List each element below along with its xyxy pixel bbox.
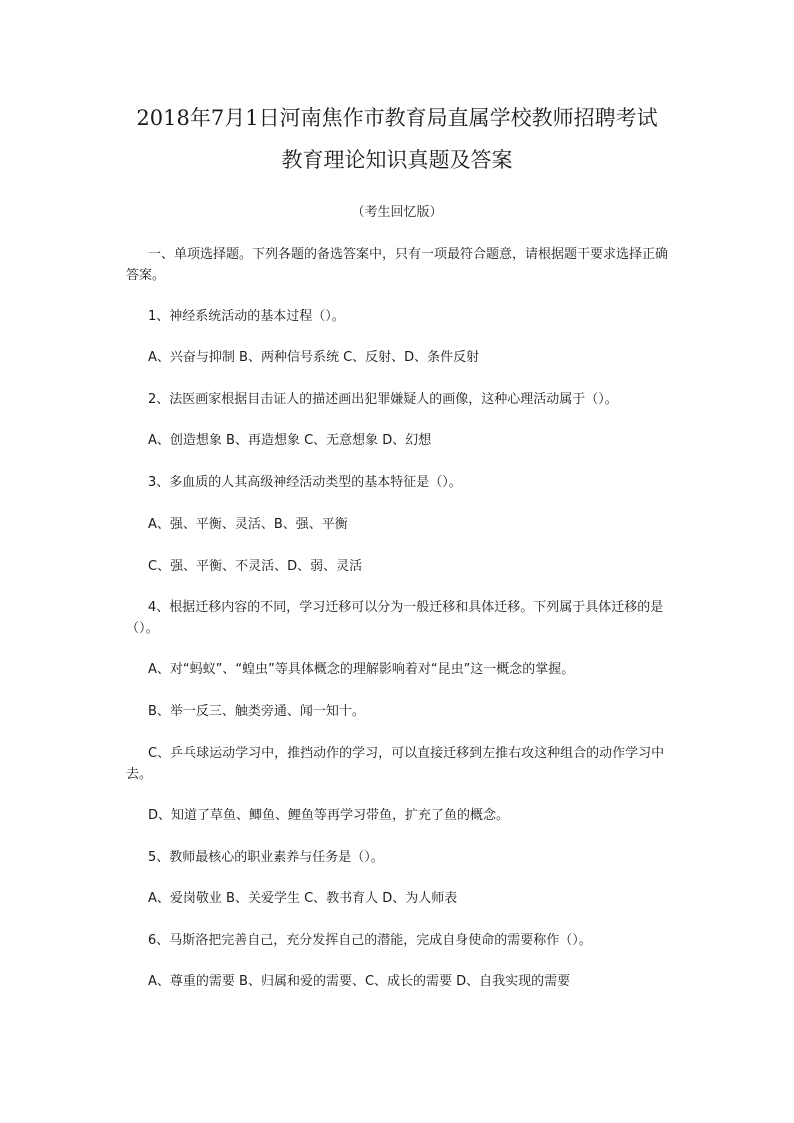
question-3-options-ab: A、强、平衡、灵活、B、强、平衡 (148, 517, 348, 532)
question-5-options: A、爱岗敬业 B、关爱学生 C、教书育人 D、为人师表 (148, 891, 458, 906)
question-5: 5、教师最核心的职业素养与任务是（）。 (148, 850, 384, 865)
question-4: 4、根据迁移内容的不同，学习迁移可以分为一般迁移和具体迁移。下列属于具体迁移的是（）。 (126, 600, 664, 636)
question-2-options: A、创造想象 B、再造想象 C、无意想象 D、幻想 (148, 433, 432, 448)
question-4-option-d: D、知道了草鱼、鲫鱼、鲤鱼等再学习带鱼，扩充了鱼的概念。 (148, 808, 510, 823)
question-3-options-cd: C、强、平衡、不灵活、D、弱、灵活 (148, 559, 363, 574)
question-4-option-b: B、举一反三、触类旁通、闻一知十。 (148, 704, 365, 719)
question-4-option-c: C、乒乓球运动学习中，推挡动作的学习，可以直接迁移到左推右攻这种组合的动作学习中去。 (126, 746, 665, 782)
document-title-line1: 2018年7月1日河南焦作市教育局直属学校教师招聘考试 (136, 106, 658, 130)
question-6-options: A、尊重的需要 B、归属和爱的需要、C、成长的需要 D、自我实现的需要 (148, 974, 571, 989)
section-intro: 一、单项选择题。下列各题的备选答案中，只有一项最符合题意，请根据题干要求选择正确答案。 (126, 247, 669, 283)
document-subtitle: （考生回忆版） (351, 205, 443, 220)
question-6: 6、马斯洛把完善自己，充分发挥自己的潜能，完成自身使命的需要称作（）。 (148, 933, 592, 948)
question-1-options: A、兴奋与抑制 B、两种信号系统 C、反射、D、条件反射 (148, 350, 480, 365)
question-1: 1、神经系统活动的基本过程（）。 (148, 309, 345, 324)
question-4-option-a: A、对“蚂蚁”、“蝗虫”等具体概念的理解影响着对“昆虫”这一概念的掌握。 (148, 662, 575, 677)
document-title-line2: 教育理论知识真题及答案 (281, 148, 513, 172)
question-2: 2、法医画家根据目击证人的描述画出犯罪嫌疑人的画像，这种心理活动属于（）。 (148, 392, 618, 407)
question-3: 3、多血质的人其高级神经活动类型的基本特征是（）。 (148, 475, 462, 490)
